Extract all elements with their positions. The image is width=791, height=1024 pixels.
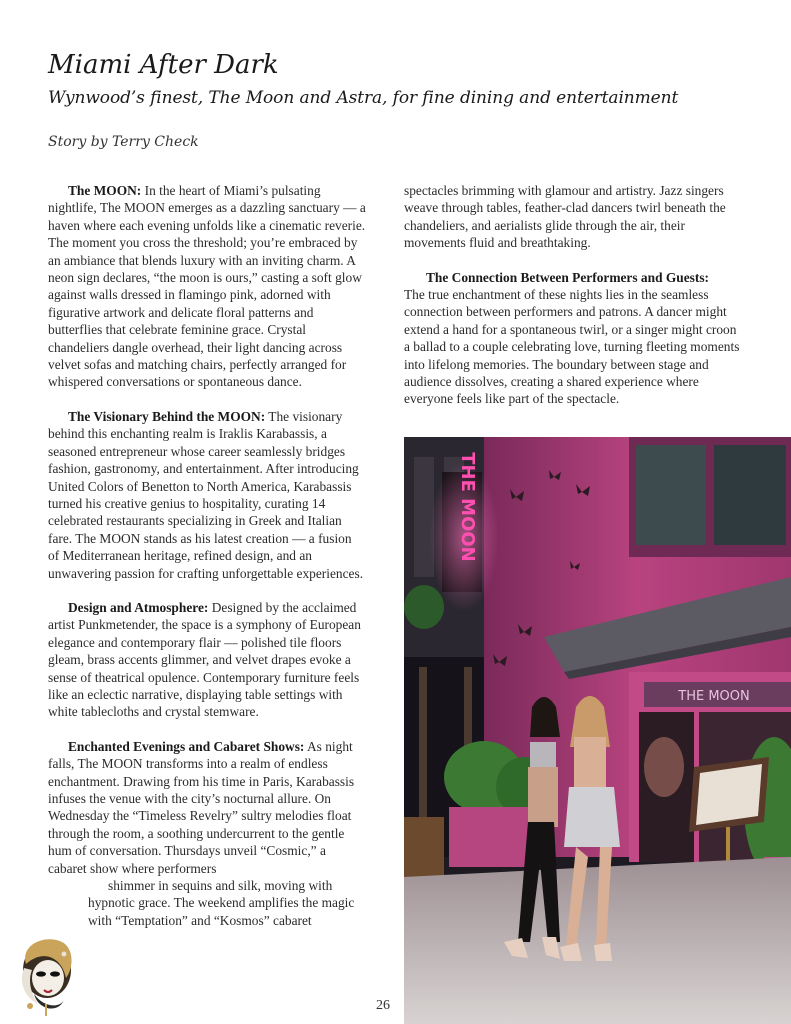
venetian-mask-icon bbox=[16, 934, 78, 1018]
body-evenings-tail: shimmer in sequins and silk, moving with hypnotic grace. The weekend amplifies the magic with “Temptation” and “Kosmos” cabaret bbox=[88, 878, 355, 928]
paragraph-design bbox=[48, 599, 366, 721]
right-column bbox=[404, 182, 744, 425]
venue-photo-illustration bbox=[404, 437, 791, 1024]
page-number: 26 bbox=[376, 998, 390, 1013]
body-connection: The true enchantment of these nights lies in the seamless connection between performers and patrons. A dancer might extend a hand for a spontaneous twirl, or a singer might croon a ballad to a couple celebrating love, turning fleeting moments into lifelong memories. The boundary between stage and audience dissolves, creating a shared experience where everyone feels like part of the spectacle. bbox=[404, 287, 740, 407]
heading-visionary: The Visionary Behind the MOON: bbox=[68, 408, 266, 424]
heading-design: Design and Atmosphere: bbox=[68, 599, 209, 615]
paragraph-evenings bbox=[48, 738, 366, 929]
paragraph-evenings-continued: spectacles brimming with glamour and artistry. Jazz singers weave through tables, feather-clad dancers twirl beneath the chandeliers, and aerialists glide through the air, their movements fluid and breathtaking. bbox=[404, 183, 726, 251]
byline: Story by Terry Check bbox=[48, 134, 199, 150]
body-evenings: As night falls, The MOON transforms into a realm of endless enchantment. Drawing from his time in Paris, Karabassis infuses the venue with the city’s nocturnal allure. On Wednesday the “Timeless Revelry” sultry melodies float through the room, a soothing undercurrent to the gentle hum of conversation. Thursdays unveil “Cosmic,” a cabaret show where performers bbox=[48, 738, 355, 876]
left-column bbox=[48, 182, 366, 946]
heading-evenings: Enchanted Evenings and Cabaret Shows: bbox=[68, 738, 305, 754]
body-visionary: The visionary behind this enchanting realm is Iraklis Karabassis, a seasoned entrepreneur whose career seamlessly bridges fashion, gastronomy, and entertainment. After introducing United Colors of Benetton to North America, Karabassis turned his creative genius to hospitality, curating 14 celebrated restaurants specializing in Greek and Italian fare. The MOON stands as his latest creation — a fusion of Mediterranean heritage, refined design, and an unwavering passion for crafting unforgettable experiences. bbox=[48, 408, 364, 581]
paragraph-connection bbox=[404, 269, 744, 408]
svg-text:THE MOON: THE MOON bbox=[678, 689, 750, 704]
venue-photo bbox=[404, 437, 791, 1024]
article-title: Miami After Dark bbox=[48, 50, 279, 80]
article-subtitle: Wynwood’s finest, The Moon and Astra, for fine dining and entertainment bbox=[48, 88, 679, 108]
paragraph-visionary bbox=[48, 408, 366, 582]
heading-moon: The MOON: bbox=[68, 183, 142, 198]
svg-text:THE MOON: THE MOON bbox=[457, 452, 478, 562]
body-design: Designed by the acclaimed artist Punkmetender, the space is a symphony of European elegance and contemporary flair — polished tile floors gleam, brass accents glimmer, and velvet drapes evoke a sense of theatrical opulence. Contemporary furniture feels like an eclectic narrative, displaying table settings with white tablecloths and crystal stemware. bbox=[48, 599, 361, 720]
paragraph-moon bbox=[48, 182, 366, 391]
body-moon: In the heart of Miami’s pulsating nightlife, The MOON emerges as a dazzling sanctuary — a haven where each evening unfolds like a cinematic reverie. The moment you cross the threshold; you’re embraced by an ambiance that blends luxury with an inviting charm. A neon sign declares, “the moon is ours,” casting a soft glow against walls dressed in flamingo pink, adorned with figurative artwork and delicate floral patterns and butterflies that celebrate feminine grace. Crystal chandeliers dangle overhead, their light dancing across velvet sofas and matching chairs, perfectly arranged for whispered conversations or spontaneous dance. bbox=[48, 183, 366, 390]
heading-connection: The Connection Between Performers and Guests: bbox=[426, 269, 710, 285]
